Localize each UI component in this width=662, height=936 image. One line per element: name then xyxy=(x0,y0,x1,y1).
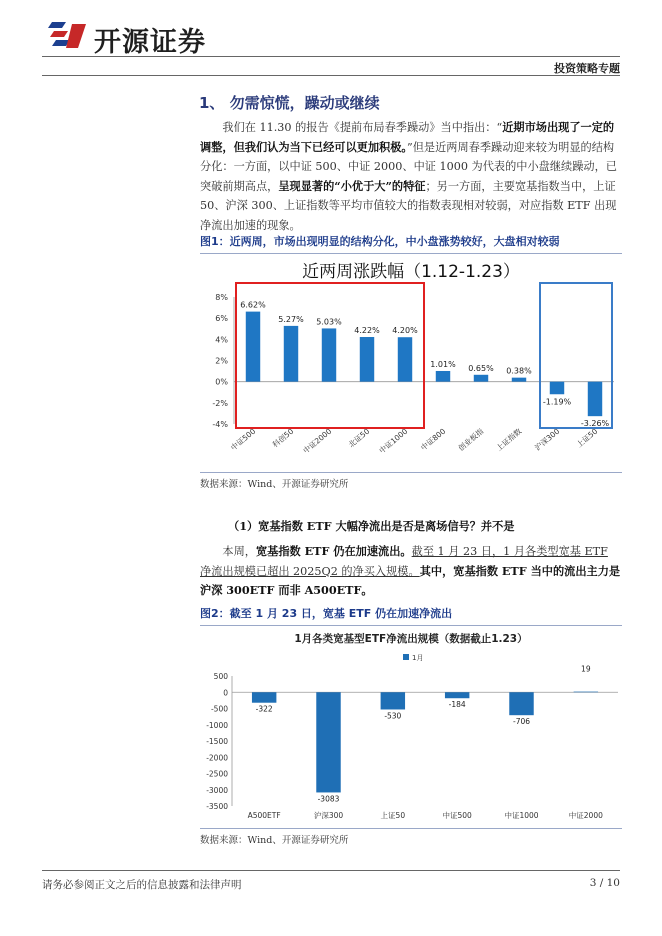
data-label: -322 xyxy=(255,704,273,714)
figure2-chart xyxy=(200,626,622,826)
data-label: 4.20% xyxy=(392,326,418,336)
x-tick-label: 沪深300 xyxy=(533,426,562,453)
y-tick-label: 0% xyxy=(215,377,228,387)
brand-logo-icon xyxy=(48,18,92,54)
x-tick-label: 中证500 xyxy=(442,811,472,820)
chart2-title: 1月各类宽基型ETF净流出规模（数据截止1.23） xyxy=(294,633,528,645)
data-label: -1.19% xyxy=(542,397,572,407)
para1-bold-1: 近期市场出现了一定的调整，但我们认为当下已经可以更加积极。 xyxy=(200,120,615,154)
x-tick-label: 中证500 xyxy=(229,426,258,453)
bar xyxy=(550,382,564,395)
figure1-caption: 图1：近两周，市场出现明显的结构分化，中小盘涨势较好，大盘相对较弱 xyxy=(200,233,622,254)
x-tick-label: 中证2000 xyxy=(301,426,334,456)
y-tick-label: -3500 xyxy=(206,802,228,811)
body-paragraph-2 xyxy=(200,542,622,601)
header-divider xyxy=(42,56,620,57)
y-tick-label: 6% xyxy=(215,314,228,324)
footer-divider xyxy=(42,870,620,871)
y-tick-label: 4% xyxy=(215,335,228,345)
data-label: 0.38% xyxy=(506,366,532,376)
para2-bold-2: 其中，宽基指数 ETF 当中的流出主力是沪深 300ETF 而非 A500ETF。 xyxy=(200,563,621,598)
bar xyxy=(252,692,276,702)
bar xyxy=(360,337,374,382)
data-label: -706 xyxy=(512,717,531,727)
body-paragraph-1 xyxy=(200,118,622,236)
para2-text-1: 本周， xyxy=(222,545,256,558)
y-tick-label: -1500 xyxy=(206,737,228,746)
y-tick-label: -500 xyxy=(210,704,228,714)
legend-label: 1月 xyxy=(412,654,424,662)
x-tick-label: 北证50 xyxy=(346,426,372,450)
legend-swatch xyxy=(403,654,409,660)
header-divider-2 xyxy=(42,75,620,76)
data-label: 5.27% xyxy=(278,314,304,324)
x-tick-label: 沪深300 xyxy=(313,811,344,820)
y-tick-label: -2500 xyxy=(206,769,228,779)
data-label: -530 xyxy=(384,711,402,721)
y-tick-label: -2% xyxy=(212,398,228,408)
bar xyxy=(574,692,598,693)
para2-underline-1: 截至 1 月 23 日，1 月各类型宽基 ETF 净流出规模已超出 2025Q2 的净买入规模。 xyxy=(200,545,608,578)
bar xyxy=(381,692,405,709)
figure1-source-rule xyxy=(200,472,622,473)
data-label: 1.01% xyxy=(430,359,456,369)
data-label: -184 xyxy=(448,700,466,710)
brand-name: 开源证券 xyxy=(94,27,206,58)
y-tick-label: 8% xyxy=(215,293,228,302)
figure2-source: 数据来源：Wind、开源证券研究所 xyxy=(200,835,349,846)
y-tick-label: 0 xyxy=(223,688,228,698)
x-tick-label: 中证1000 xyxy=(377,426,410,456)
y-tick-label: -3000 xyxy=(206,785,228,795)
data-label: 4.22% xyxy=(354,326,380,336)
figure2-caption: 图2：截至 1 月 23 日，宽基 ETF 仍在加速净流出 xyxy=(200,605,622,626)
bar xyxy=(509,692,533,715)
data-label: 5.03% xyxy=(316,317,342,327)
chart1-title: 近两周涨跌幅（1.12-1.23） xyxy=(302,262,520,282)
bar xyxy=(246,312,260,382)
bar xyxy=(512,378,526,382)
para1-text-3: ；另一方面，主要宽基指数当中，上证 50、沪深 300、上证指数等平均市值较大的指数表现相对较弱，对应指数 ETF 出现净流出加速的现象。 xyxy=(200,179,617,232)
para1-bold-2: 呈现显著的“小优于大”的特征 xyxy=(278,178,426,193)
x-tick-label: 上证指数 xyxy=(494,426,524,453)
figure1-chart xyxy=(200,255,622,470)
bar xyxy=(436,371,450,382)
x-tick-label: 中证800 xyxy=(419,426,448,453)
figure1-source: 数据来源：Wind、开源证券研究所 xyxy=(200,479,349,490)
bar xyxy=(322,328,336,381)
bar xyxy=(474,375,488,382)
y-tick-label: -1000 xyxy=(206,720,228,730)
y-tick-label: 500 xyxy=(213,672,228,681)
section-title: 1、 勿需惊慌，躁动或继续 xyxy=(199,94,380,112)
section-label: 投资策略专题 xyxy=(554,62,620,75)
footer-disclaimer: 请务必参阅正文之后的信息披露和法律声明 xyxy=(42,879,242,891)
data-label: -3083 xyxy=(317,794,340,804)
bar xyxy=(588,382,602,417)
bar xyxy=(445,692,469,698)
x-tick-label: 上证50 xyxy=(574,426,600,450)
x-tick-label: 中证2000 xyxy=(568,811,603,820)
para1-text-1: 我们在 11.30 的报告《提前布局春季躁动》当中指出：“ xyxy=(222,121,503,134)
x-tick-label: 中证1000 xyxy=(504,811,539,820)
subheading: （1）宽基指数 ETF 大幅净流出是否是离场信号？并不是 xyxy=(228,519,515,533)
data-label: 19 xyxy=(581,664,591,674)
figure2-source-rule xyxy=(200,828,622,829)
bar xyxy=(316,692,340,792)
x-tick-label: 创业板指 xyxy=(456,426,486,453)
para2-bold-1: 宽基指数 ETF 仍在加速流出。 xyxy=(255,544,412,558)
data-label: 6.62% xyxy=(240,300,266,310)
bar xyxy=(398,337,412,381)
x-tick-label: 上证50 xyxy=(380,811,406,820)
y-tick-label: -4% xyxy=(212,420,228,429)
data-label: -3.26% xyxy=(580,419,610,429)
y-tick-label: -2000 xyxy=(206,753,228,763)
page-number: 3 / 10 xyxy=(589,877,620,889)
data-label: 0.65% xyxy=(468,363,494,373)
y-tick-label: 2% xyxy=(215,356,228,366)
para1-text-2: ”但是近两周春季躁动迎来较为明显的结构分化：一方面，以中证 500、中证 2000、中证 1000 为代表的中小盘继续躁动，已突破前期高点， xyxy=(200,140,617,193)
x-tick-label: 科创50 xyxy=(270,426,296,450)
bar xyxy=(284,326,298,382)
x-tick-label: A500ETF xyxy=(247,811,281,820)
